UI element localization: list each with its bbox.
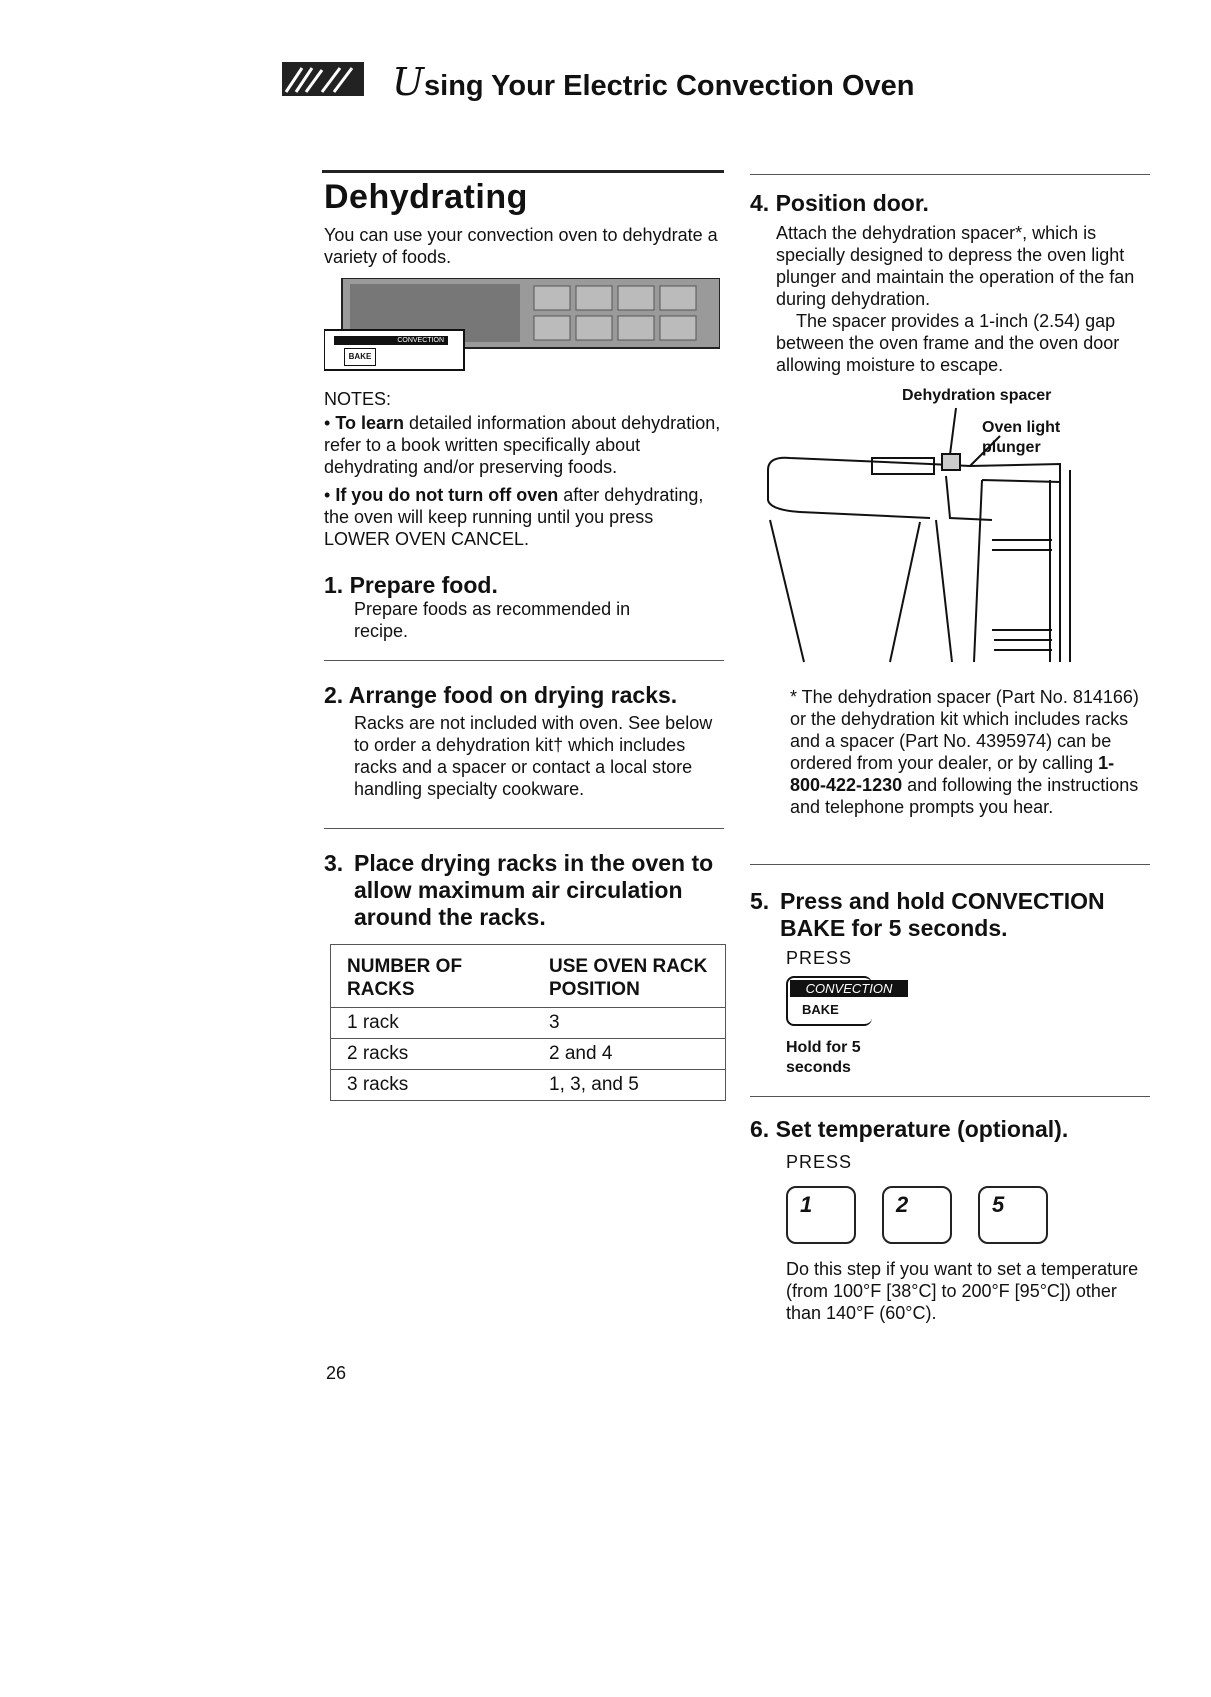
step-3-title: 3. Place drying racks in the oven to allow maximum air circulation around the racks. <box>324 850 714 930</box>
key-1-button: 1 <box>786 1186 856 1244</box>
bake-button-label: BAKE <box>802 1002 839 1017</box>
note-item: • If you do not turn off oven after dehydrating, the oven will keep running until you press LOWER OVEN CANCEL. <box>324 485 704 549</box>
table-cell: 2 and 4 <box>533 1039 725 1070</box>
table-row <box>331 1008 725 1039</box>
page-header-title: Using Your Electric Convection Oven <box>392 60 915 104</box>
table-cell: 3 <box>533 1008 725 1039</box>
convection-bake-button <box>786 976 916 1024</box>
table-row <box>331 1070 725 1101</box>
section-rule <box>322 170 724 173</box>
figure-label-spacer: Dehydration spacer <box>902 387 1052 404</box>
press-label: PRESS <box>786 948 853 968</box>
divider <box>750 174 1150 175</box>
convection-label: CONVECTION <box>334 336 448 345</box>
table-cell: 1 rack <box>331 1008 533 1039</box>
table-header: USE OVEN RACK POSITION <box>533 945 725 1008</box>
table-cell: 1, 3, and 5 <box>533 1070 725 1101</box>
key-2-button: 2 <box>882 1186 952 1244</box>
table-row <box>331 1039 725 1070</box>
divider <box>750 1096 1150 1097</box>
section-title: Dehydrating <box>324 178 528 216</box>
figure-label-plunger: Oven light plunger <box>982 419 1061 456</box>
note-item: • To learn detailed information about dehydration, refer to a book written specifically about dehydrating and/or preserving foods. <box>324 413 721 477</box>
page-number: 26 <box>326 1363 347 1383</box>
table-cell: 2 racks <box>331 1039 533 1070</box>
step-4-text: The spacer provides a 1-inch (2.54) gap between the oven frame and the oven door allowing moisture to escape. <box>776 311 1120 375</box>
convection-button-label: CONVECTION <box>790 980 908 997</box>
key-5-button: 5 <box>978 1186 1048 1244</box>
notes-heading: NOTES: <box>324 389 392 409</box>
divider <box>750 864 1150 865</box>
control-panel-illustration <box>324 278 720 374</box>
step-4-title: 4. Position door. <box>750 190 929 216</box>
divider <box>324 828 724 829</box>
table-header: NUMBER OF RACKS <box>331 945 533 1008</box>
header-logo-icon <box>282 62 364 96</box>
rack-position-table <box>330 944 726 1101</box>
oven-door-illustration <box>760 400 1090 666</box>
section-intro: You can use your convection oven to dehydrate a variety of foods. <box>324 225 718 267</box>
step-6-title: 6. Set temperature (optional). <box>750 1116 1069 1142</box>
press-label: PRESS <box>786 1152 853 1172</box>
hold-note: Hold for 5 seconds <box>786 1039 861 1076</box>
step-4-text: Attach the dehydration spacer*, which is specially designed to depress the oven light plunger and maintain the operation of the fan during dehydration. <box>776 223 1135 309</box>
step-1-title: 1. Prepare food. <box>324 572 498 598</box>
footnote: * The dehydration spacer (Part No. 814166) or the dehydration kit which includes racks and a spacer (Part No. 4395974) can be ordered from your dealer, or by calling 1-800-422-1230 and following the instructions and telephone prompts you hear. <box>790 687 1139 817</box>
divider <box>324 660 724 661</box>
step-1-text: Prepare foods as recommended in recipe. <box>354 599 631 641</box>
step-2-text: Racks are not included with oven. See below to order a dehydration kit† which includes racks and a spacer or contact a local store handling specialty cookware. <box>354 713 713 799</box>
table-cell: 3 racks <box>331 1070 533 1101</box>
step-5-title: 5. Press and hold CONVECTION BAKE for 5 seconds. <box>750 888 1105 941</box>
bake-button: BAKE <box>344 348 376 366</box>
step-6-text: Do this step if you want to set a temperature (from 100°F [38°C] to 200°F [95°C]) other than 140°F (60°C). <box>786 1259 1139 1323</box>
step-2-title: 2. Arrange food on drying racks. <box>324 682 678 708</box>
